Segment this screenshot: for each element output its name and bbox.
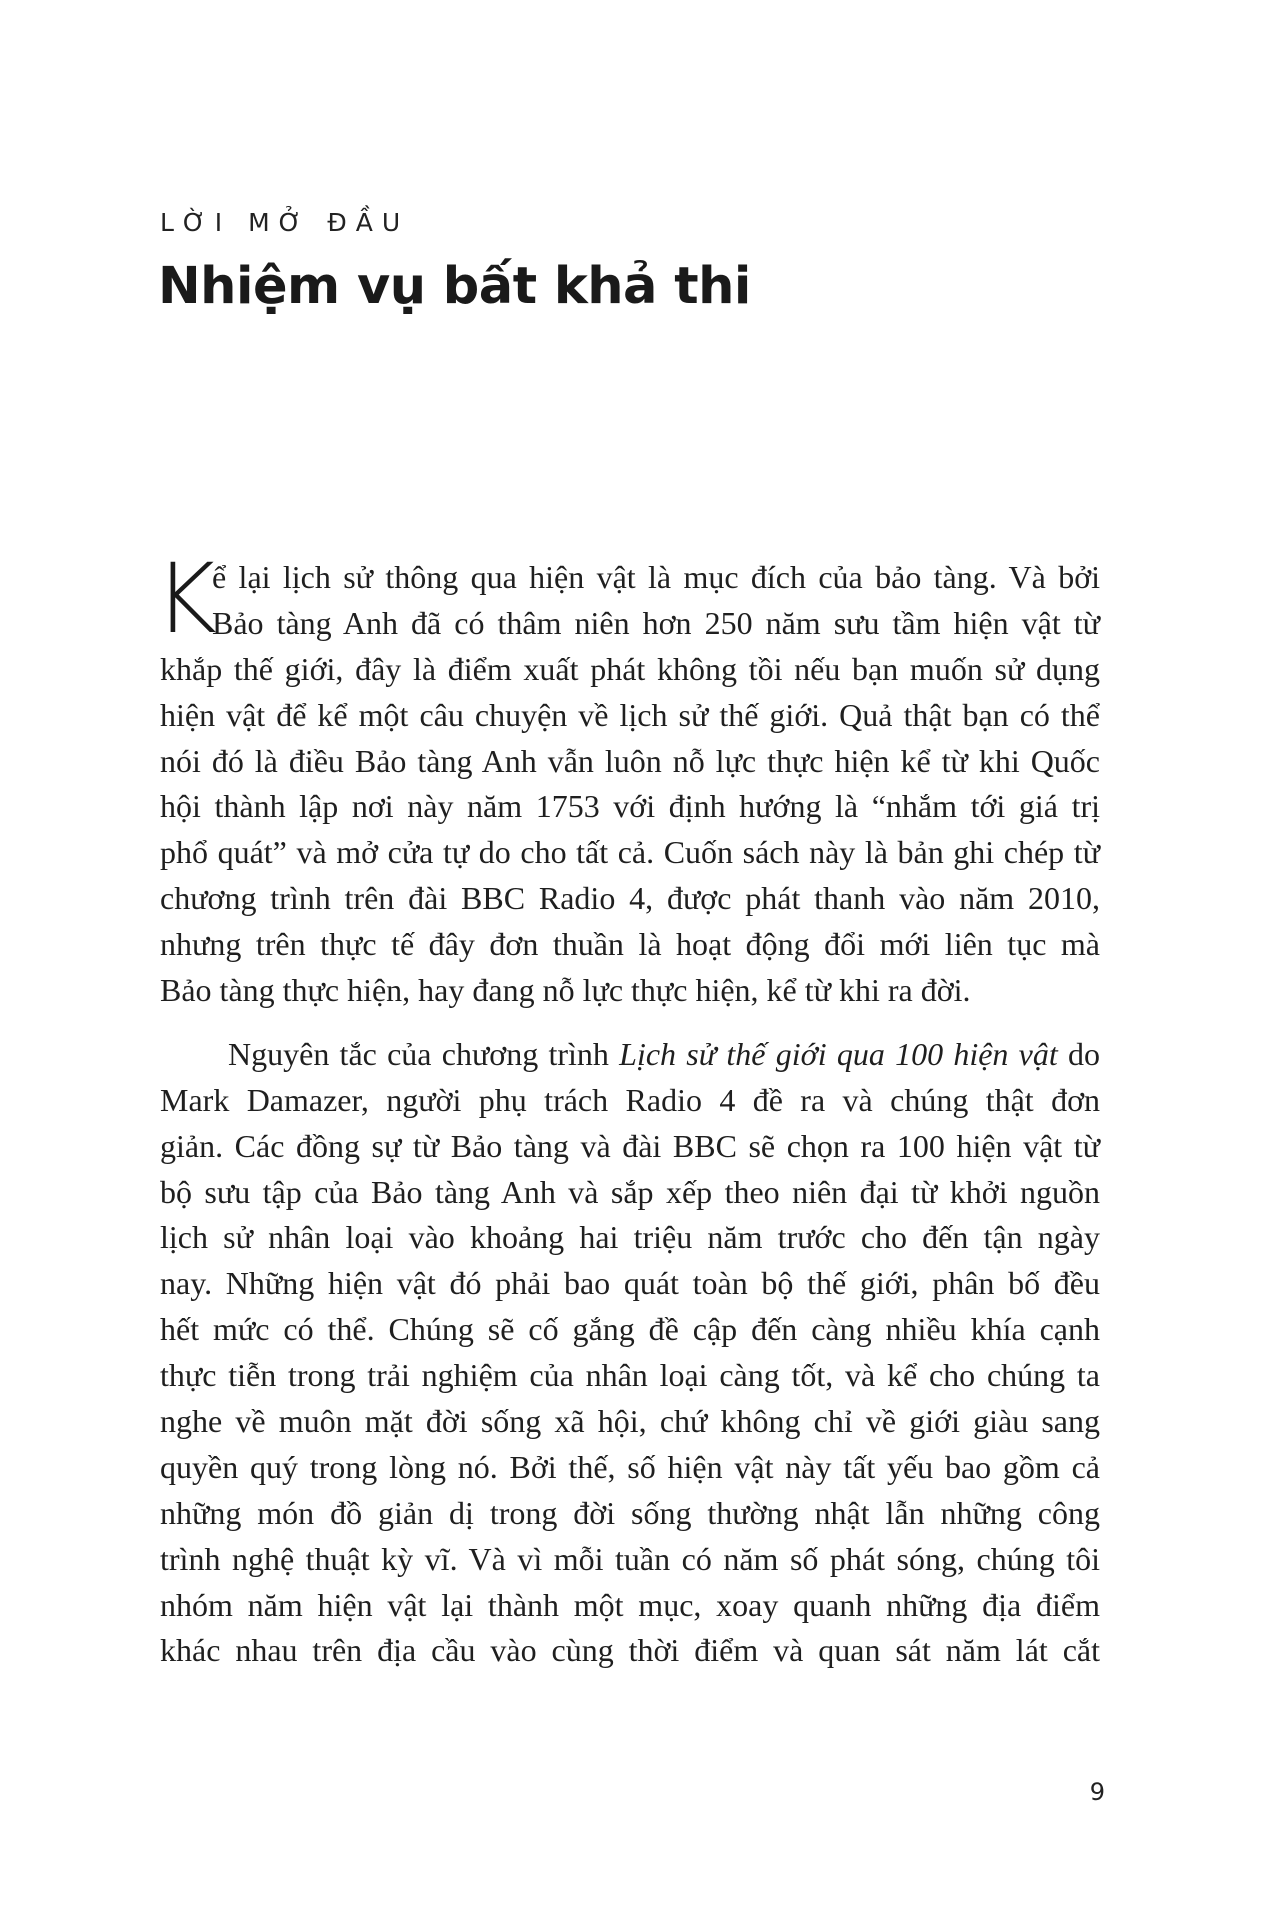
text-line: chương trình trên đài BBC Radio 4, được phát thanh vào năm 2010, bbox=[160, 880, 1100, 917]
text-line: khắp thế giới, đây là điểm xuất phát không tồi nếu bạn muốn sử dụng bbox=[160, 650, 1100, 687]
text-line: Mark Damazer, người phụ trách Radio 4 đề ra và chúng thật đơn bbox=[160, 1081, 1100, 1118]
text-line: nay. Những hiện vật đó phải bao quát toàn bộ thế giới, phân bố đều bbox=[160, 1265, 1100, 1302]
text-line: bộ sưu tập của Bảo tàng Anh và sắp xếp theo niên đại từ khởi nguồn bbox=[160, 1173, 1100, 1210]
chapter-title: Nhiệm vụ bất khả thi bbox=[158, 257, 751, 316]
text-line bbox=[160, 1032, 1100, 1078]
text-line: Bảo tàng thực hiện, hay đang nỗ lực thực hiện, kể từ khi ra đời. bbox=[160, 972, 971, 1009]
text-segment: Nguyên tắc của chương trình bbox=[228, 1035, 609, 1072]
drop-cap: K bbox=[154, 543, 217, 655]
chapter-label: LỜI MỞ ĐẦU bbox=[160, 208, 410, 237]
text-line: trình nghệ thuật kỳ vĩ. Và vì mỗi tuần có năm số phát sóng, chúng tôi bbox=[160, 1540, 1100, 1577]
body-text bbox=[154, 543, 1101, 1674]
text-line: nói đó là điều Bảo tàng Anh vẫn luôn nỗ lực thực hiện kể từ khi Quốc bbox=[160, 742, 1100, 779]
text-line: thực tiễn trong trải nghiệm của nhân loại càng tốt, và kể cho chúng ta bbox=[160, 1357, 1100, 1394]
text-line-content: ể lại lịch sử thông qua hiện vật là mục đích của bảo tàng. Và bởi bbox=[212, 559, 1100, 595]
text-line: những món đồ giản dị trong đời sống thường nhật lẫn những công bbox=[160, 1494, 1100, 1531]
text-line: giản. Các đồng sự từ Bảo tàng và đài BBC sẽ chọn ra 100 hiện vật từ bbox=[160, 1127, 1100, 1164]
text-line: phổ quát” và mở cửa tự do cho tất cả. Cuốn sách này là bản ghi chép từ bbox=[160, 834, 1100, 871]
paragraph-1 bbox=[154, 543, 1100, 1014]
text-line: nghe về muôn mặt đời sống xã hội, chứ không chỉ về giới giàu sang bbox=[160, 1403, 1100, 1440]
book-title: Lịch sử thế giới qua 100 hiện vật bbox=[619, 1035, 1058, 1072]
text-line: nhóm năm hiện vật lại thành một mục, xoay quanh những địa điểm bbox=[160, 1586, 1100, 1623]
text-line: quyền quý trong lòng nó. Bởi thế, số hiện vật này tất yếu bao gồm cả bbox=[160, 1448, 1100, 1485]
text-line: khác nhau trên địa cầu vào cùng thời điểm và quan sát năm lát cắt bbox=[160, 1632, 1100, 1669]
text-line: hết mức có thể. Chúng sẽ cố gắng đề cập đến càng nhiều khía cạnh bbox=[160, 1311, 1100, 1348]
text-line: Bảo tàng Anh đã có thâm niên hơn 250 năm sưu tầm hiện vật từ bbox=[212, 604, 1100, 641]
text-line: hiện vật để kể một câu chuyện về lịch sử thế giới. Quả thật bạn có thể bbox=[160, 696, 1100, 733]
paragraph-2 bbox=[160, 1032, 1100, 1674]
text-line: nhưng trên thực tế đây đơn thuần là hoạt động đổi mới liên tục mà bbox=[160, 926, 1100, 963]
text-line: lịch sử nhân loại vào khoảng hai triệu năm trước cho đến tận ngày bbox=[160, 1219, 1100, 1256]
page-number: 9 bbox=[1089, 1778, 1105, 1806]
text-line: hội thành lập nơi này năm 1753 với định hướng là “nhắm tới giá trị bbox=[160, 788, 1100, 825]
text-segment: do bbox=[1068, 1035, 1101, 1072]
